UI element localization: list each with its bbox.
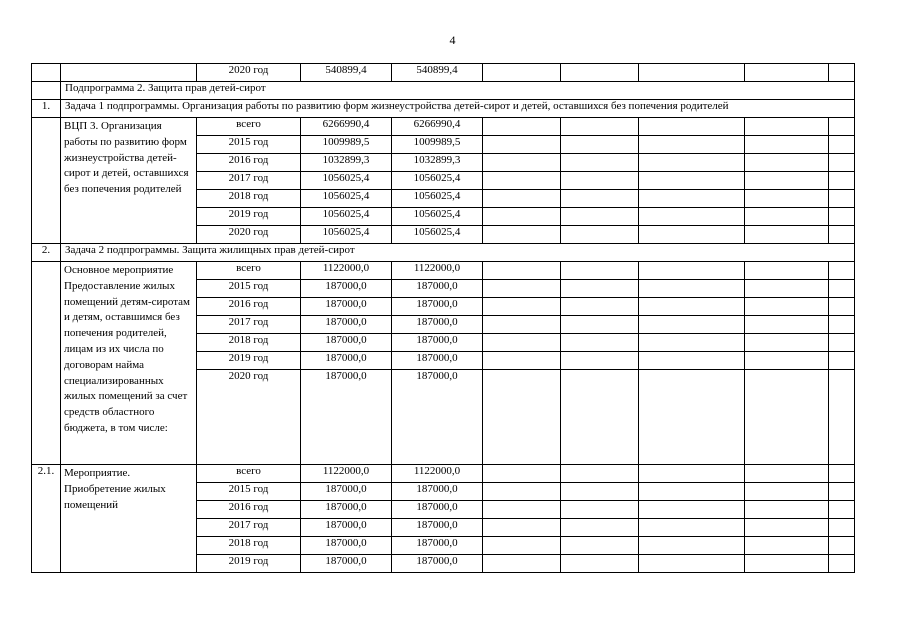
year-cell: 2015 год	[197, 483, 301, 501]
empty-cell	[745, 118, 829, 136]
empty-cell	[639, 555, 745, 573]
empty-cell	[483, 226, 561, 244]
amount-cell: 187000,0	[301, 352, 392, 370]
empty-cell	[745, 172, 829, 190]
budget-table	[31, 63, 855, 573]
empty-cell	[561, 334, 639, 352]
empty-cell	[561, 262, 639, 280]
empty-cell	[745, 537, 829, 555]
empty-cell	[745, 64, 829, 82]
subprogram-row	[32, 82, 855, 100]
empty-cell	[483, 537, 561, 555]
amount-cell: 1122000,0	[392, 465, 483, 483]
empty-cell	[561, 555, 639, 573]
empty-cell	[561, 519, 639, 537]
amount-cell: 6266990,4	[301, 118, 392, 136]
table-body	[32, 64, 855, 573]
empty-cell	[829, 555, 855, 573]
empty-cell	[483, 172, 561, 190]
empty-cell	[829, 537, 855, 555]
amount-cell: 187000,0	[301, 501, 392, 519]
empty-cell	[483, 190, 561, 208]
year-cell: 2018 год	[197, 537, 301, 555]
empty-cell	[639, 172, 745, 190]
empty-cell	[561, 501, 639, 519]
num-cell	[32, 82, 61, 100]
empty-cell	[483, 298, 561, 316]
amount-cell: 187000,0	[392, 483, 483, 501]
amount-cell: 1122000,0	[301, 465, 392, 483]
amount-cell: 187000,0	[392, 537, 483, 555]
year-cell: 2019 год	[197, 208, 301, 226]
amount-cell: 1009989,5	[301, 136, 392, 154]
item-description: ВЦП 3. Организация работы по развитию форм жизнеустройства детей-сирот и детей, оставшихся без попечения родителей	[61, 118, 197, 244]
empty-cell	[829, 334, 855, 352]
empty-cell	[483, 118, 561, 136]
empty-cell	[639, 370, 745, 465]
empty-cell	[483, 262, 561, 280]
empty-cell	[561, 298, 639, 316]
item-number	[32, 262, 61, 465]
year-cell: 2019 год	[197, 555, 301, 573]
empty-cell	[561, 537, 639, 555]
empty-cell	[561, 483, 639, 501]
empty-cell	[745, 226, 829, 244]
amount-cell: 1122000,0	[392, 262, 483, 280]
year-cell: всего	[197, 118, 301, 136]
empty-cell	[639, 190, 745, 208]
empty-cell	[829, 172, 855, 190]
empty-cell	[745, 483, 829, 501]
amount-cell: 1056025,4	[301, 172, 392, 190]
empty-cell	[483, 555, 561, 573]
amount-cell: 187000,0	[301, 298, 392, 316]
section-number: 1.	[32, 100, 61, 118]
empty-cell	[829, 483, 855, 501]
empty-cell	[561, 370, 639, 465]
amount-cell: 1056025,4	[392, 208, 483, 226]
empty-cell	[829, 64, 855, 82]
item-number: 2.1.	[32, 465, 61, 573]
empty-cell	[829, 226, 855, 244]
empty-cell	[829, 136, 855, 154]
empty-cell	[561, 190, 639, 208]
empty-cell	[829, 316, 855, 334]
amount-cell: 187000,0	[392, 334, 483, 352]
empty-cell	[561, 118, 639, 136]
empty-cell	[829, 262, 855, 280]
empty-cell	[639, 226, 745, 244]
empty-cell	[561, 465, 639, 483]
empty-cell	[745, 370, 829, 465]
empty-cell	[829, 154, 855, 172]
empty-cell	[483, 465, 561, 483]
empty-cell	[561, 280, 639, 298]
amount-cell: 540899,4	[301, 64, 392, 82]
empty-cell	[561, 208, 639, 226]
empty-cell	[829, 298, 855, 316]
empty-cell	[829, 519, 855, 537]
year-cell: 2020 год	[197, 64, 301, 82]
empty-cell	[483, 316, 561, 334]
section-row	[32, 100, 855, 118]
empty-cell	[829, 352, 855, 370]
amount-cell: 1122000,0	[301, 262, 392, 280]
empty-cell	[829, 190, 855, 208]
amount-cell: 187000,0	[301, 316, 392, 334]
amount-cell: 1056025,4	[392, 226, 483, 244]
empty-cell	[745, 352, 829, 370]
year-cell: 2018 год	[197, 190, 301, 208]
amount-cell: 1032899,3	[392, 154, 483, 172]
amount-cell: 187000,0	[301, 334, 392, 352]
page-number: 4	[449, 33, 456, 47]
empty-cell	[745, 154, 829, 172]
empty-cell	[561, 172, 639, 190]
empty-cell	[829, 208, 855, 226]
amount-cell: 187000,0	[301, 370, 392, 465]
year-cell: 2016 год	[197, 298, 301, 316]
amount-cell: 1056025,4	[392, 172, 483, 190]
amount-cell: 187000,0	[392, 280, 483, 298]
amount-cell: 1056025,4	[301, 190, 392, 208]
empty-cell	[829, 280, 855, 298]
empty-cell	[483, 208, 561, 226]
year-cell: 2015 год	[197, 136, 301, 154]
empty-cell	[483, 136, 561, 154]
empty-cell	[745, 519, 829, 537]
section-row	[32, 244, 855, 262]
empty-cell	[745, 316, 829, 334]
empty-cell	[483, 501, 561, 519]
amount-cell: 187000,0	[392, 352, 483, 370]
empty-cell	[745, 501, 829, 519]
empty-cell	[639, 208, 745, 226]
empty-cell	[745, 298, 829, 316]
empty-cell	[639, 298, 745, 316]
year-cell: 2019 год	[197, 352, 301, 370]
empty-cell	[483, 352, 561, 370]
empty-cell	[561, 352, 639, 370]
empty-cell	[829, 370, 855, 465]
amount-cell: 1056025,4	[392, 190, 483, 208]
amount-cell: 1056025,4	[301, 226, 392, 244]
empty-cell	[829, 465, 855, 483]
table-row	[32, 465, 855, 483]
section-number: 2.	[32, 244, 61, 262]
amount-cell: 187000,0	[392, 298, 483, 316]
empty-cell	[639, 483, 745, 501]
empty-cell	[639, 537, 745, 555]
amount-cell: 187000,0	[392, 501, 483, 519]
table-row	[32, 262, 855, 280]
amount-cell: 187000,0	[392, 370, 483, 465]
amount-cell: 187000,0	[301, 555, 392, 573]
empty-cell	[639, 262, 745, 280]
empty-cell	[745, 262, 829, 280]
empty-cell	[639, 136, 745, 154]
empty-cell	[639, 334, 745, 352]
empty-cell	[483, 519, 561, 537]
item-number	[32, 118, 61, 244]
empty-cell	[483, 334, 561, 352]
year-cell: 2017 год	[197, 172, 301, 190]
year-cell: 2020 год	[197, 370, 301, 465]
empty-cell	[639, 501, 745, 519]
section-title: Задача 1 подпрограммы. Организация работы по развитию форм жизнеустройства детей-сирот и детей, оставшихся без попечения родителей	[61, 100, 855, 118]
year-cell: всего	[197, 262, 301, 280]
empty-cell	[639, 316, 745, 334]
empty-cell	[639, 154, 745, 172]
year-cell: 2015 год	[197, 280, 301, 298]
year-cell: 2016 год	[197, 501, 301, 519]
year-cell: 2016 год	[197, 154, 301, 172]
empty-cell	[639, 118, 745, 136]
empty-cell	[829, 118, 855, 136]
empty-cell	[639, 64, 745, 82]
empty-cell	[483, 483, 561, 501]
empty-cell	[561, 136, 639, 154]
amount-cell: 187000,0	[301, 483, 392, 501]
empty-cell	[561, 316, 639, 334]
empty-cell	[639, 280, 745, 298]
empty-cell	[561, 154, 639, 172]
amount-cell: 187000,0	[392, 519, 483, 537]
empty-cell	[483, 280, 561, 298]
subprogram-title: Подпрограмма 2. Защита прав детей-сирот	[61, 82, 855, 100]
empty-cell	[639, 352, 745, 370]
empty-cell	[745, 136, 829, 154]
empty-cell	[483, 64, 561, 82]
empty-cell	[745, 555, 829, 573]
year-cell: 2017 год	[197, 316, 301, 334]
description-cell	[61, 64, 197, 82]
year-cell: 2018 год	[197, 334, 301, 352]
empty-cell	[745, 280, 829, 298]
empty-cell	[745, 465, 829, 483]
amount-cell: 187000,0	[301, 280, 392, 298]
empty-cell	[745, 208, 829, 226]
amount-cell: 540899,4	[392, 64, 483, 82]
year-cell: 2020 год	[197, 226, 301, 244]
amount-cell: 187000,0	[392, 316, 483, 334]
table-row	[32, 118, 855, 136]
year-cell: 2017 год	[197, 519, 301, 537]
empty-cell	[639, 465, 745, 483]
amount-cell: 1032899,3	[301, 154, 392, 172]
empty-cell	[745, 190, 829, 208]
item-description: Основное мероприятие Предоставление жилых помещений детям-сиротам и детям, оставшимся без попечения родителей, лицам из их числа по договорам найма специализированных жилых помещений за счет средств областного бюджета, в том числе:	[61, 262, 197, 465]
empty-cell	[745, 334, 829, 352]
empty-cell	[483, 154, 561, 172]
section-title: Задача 2 подпрограммы. Защита жилищных прав детей-сирот	[61, 244, 855, 262]
empty-cell	[561, 64, 639, 82]
amount-cell: 1056025,4	[301, 208, 392, 226]
amount-cell: 1009989,5	[392, 136, 483, 154]
amount-cell: 187000,0	[392, 555, 483, 573]
num-cell	[32, 64, 61, 82]
amount-cell: 6266990,4	[392, 118, 483, 136]
empty-cell	[829, 501, 855, 519]
amount-cell: 187000,0	[301, 537, 392, 555]
year-cell: всего	[197, 465, 301, 483]
empty-cell	[483, 370, 561, 465]
table-row	[32, 64, 855, 82]
empty-cell	[561, 226, 639, 244]
empty-cell	[639, 519, 745, 537]
item-description: Мероприятие. Приобретение жилых помещений	[61, 465, 197, 573]
amount-cell: 187000,0	[301, 519, 392, 537]
